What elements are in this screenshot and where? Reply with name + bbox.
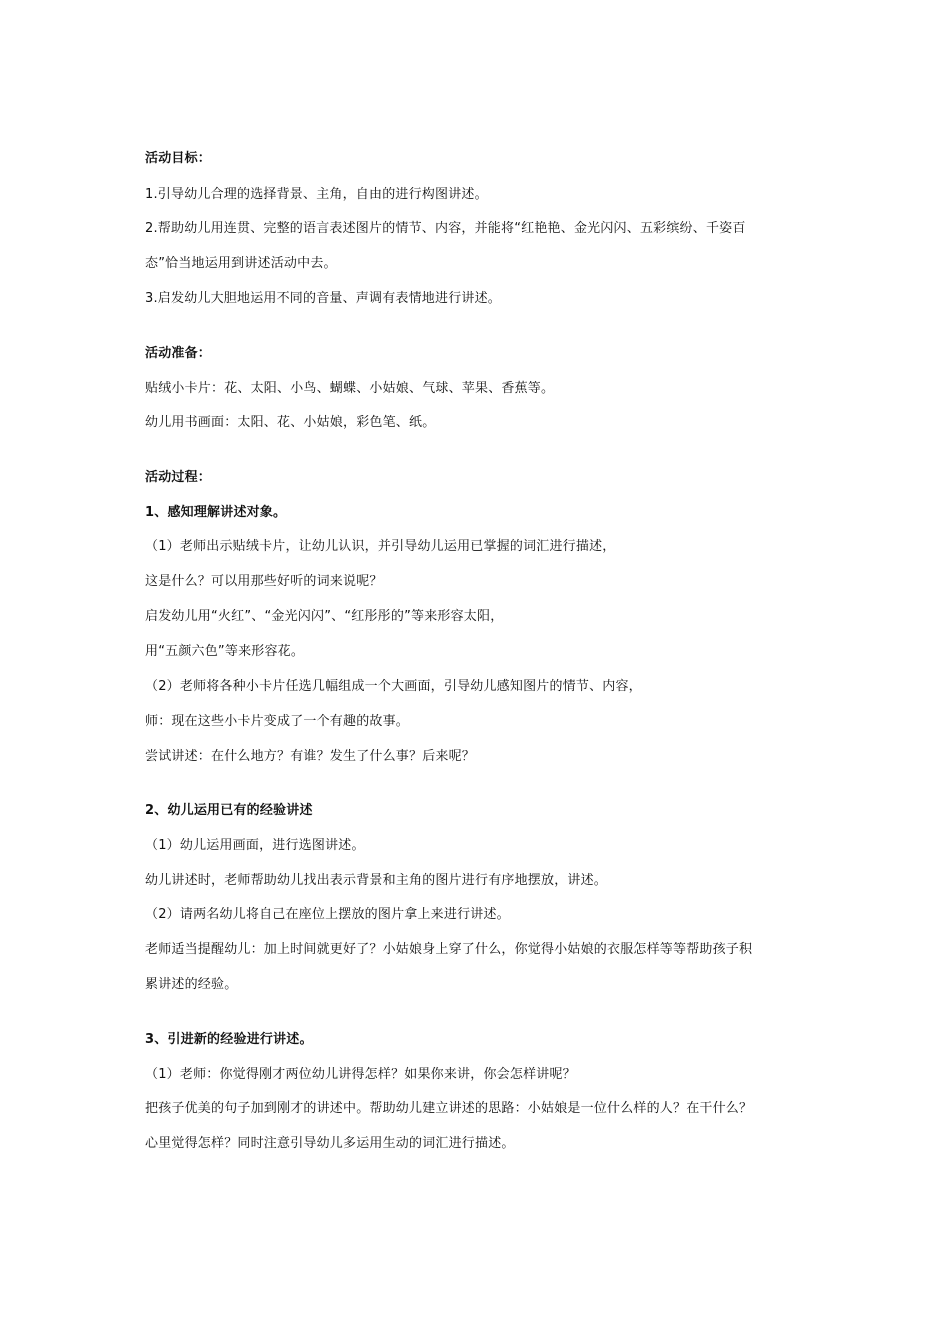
- step-3-line-b: 把孩子优美的句子加到刚才的讲述中。帮助幼儿建立讲述的思路：小姑娘是一位什么样的人？在干什么？: [145, 1101, 753, 1116]
- step-2-line-b: 幼儿讲述时，老师帮助幼儿找出表示背景和主角的图片进行有序地摆放，讲述。: [145, 873, 608, 888]
- goals-heading: 活动目标：: [145, 151, 212, 166]
- step-1-line-d: 用“五颜六色”等来形容花。: [145, 644, 305, 659]
- step-1-line-b: 这是什么？可以用那些好听的词来说呢？: [145, 574, 383, 589]
- step-1-line-f: 师：现在这些小卡片变成了一个有趣的故事。: [145, 714, 410, 729]
- goal-item-3: 3.启发幼儿大胆地运用不同的音量、声调有表情地进行讲述。: [145, 291, 502, 306]
- step-3-line-c: 心里觉得怎样？同时注意引导幼儿多运用生动的词汇进行描述。: [145, 1136, 515, 1151]
- step-1-line-c: 启发幼儿用“火红”、“金光闪闪”、“红彤彤的”等来形容太阳，: [145, 609, 504, 624]
- goal-item-2-line-1: 2.帮助幼儿用连贯、完整的语言表述图片的情节、内容，并能将“红艳艳、金光闪闪、五彩缤纷、千姿百: [145, 221, 746, 236]
- step-3-line-a: （1）老师：你觉得刚才两位幼儿讲得怎样？如果你来讲，你会怎样讲呢？: [145, 1067, 576, 1082]
- step-1-heading: 1、感知理解讲述对象。: [145, 505, 287, 520]
- prep-heading: 活动准备：: [145, 346, 212, 361]
- step-2-line-e: 累讲述的经验。: [145, 977, 238, 992]
- step-3-heading: 3、引进新的经验进行讲述。: [145, 1032, 313, 1047]
- prep-item-1: 贴绒小卡片：花、太阳、小鸟、蝴蝶、小姑娘、气球、苹果、香蕉等。: [145, 381, 555, 396]
- step-1-line-g: 尝试讲述：在什么地方？有谁？发生了什么事？后来呢？: [145, 749, 476, 764]
- step-2-line-d: 老师适当提醒幼儿：加上时间就更好了？小姑娘身上穿了什么，你觉得小姑娘的衣服怎样等等帮助孩子积: [145, 942, 753, 957]
- step-2-heading: 2、幼儿运用已有的经验讲述: [145, 803, 313, 818]
- prep-item-2: 幼儿用书画面：太阳、花、小姑娘，彩色笔、纸。: [145, 415, 436, 430]
- step-1-line-e: （2）老师将各种小卡片任选几幅组成一个大画面，引导幼儿感知图片的情节、内容，: [145, 679, 642, 694]
- step-2-line-c: （2）请两名幼儿将自己在座位上摆放的图片拿上来进行讲述。: [145, 907, 510, 922]
- step-2-line-a: （1）幼儿运用画面，进行选图讲述。: [145, 838, 365, 853]
- goal-item-1: 1.引导幼儿合理的选择背景、主角，自由的进行构图讲述。: [145, 187, 488, 202]
- process-heading: 活动过程：: [145, 470, 212, 485]
- goal-item-2-line-2: 态”恰当地运用到讲述活动中去。: [145, 256, 337, 271]
- step-1-line-a: （1）老师出示贴绒卡片，让幼儿认识，并引导幼儿运用已掌握的词汇进行描述，: [145, 539, 616, 554]
